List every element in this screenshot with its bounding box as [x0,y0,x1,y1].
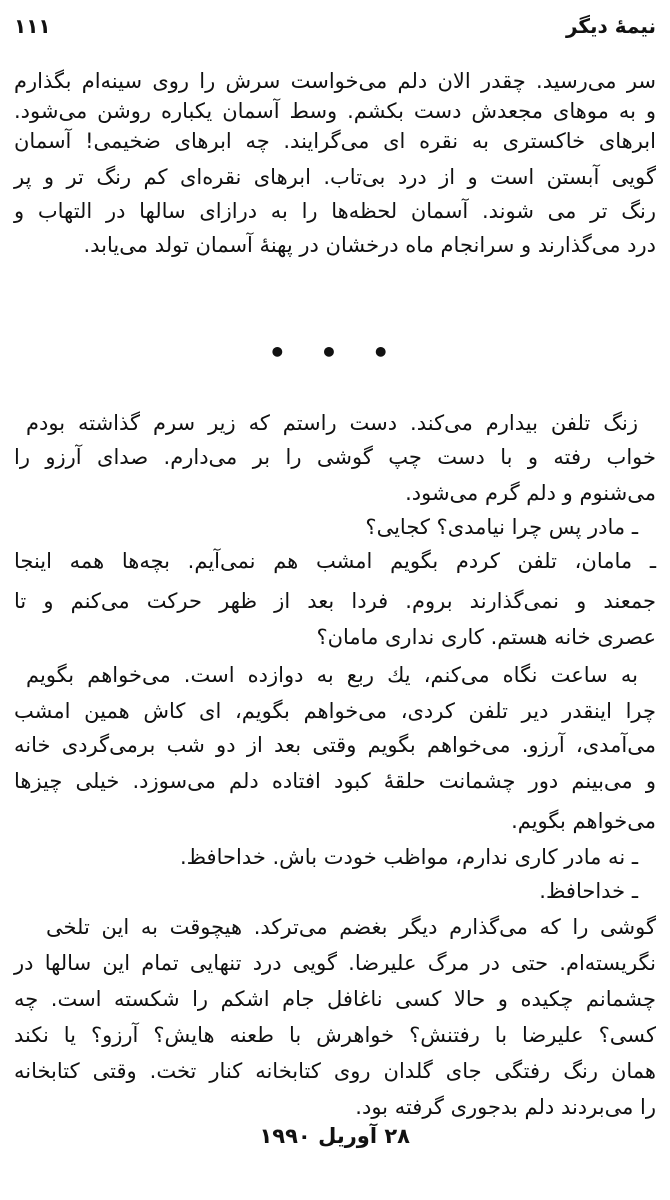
text-line: می‌خواهم بگویم. [511,809,656,833]
text-line: رنگ تر می شوند. آسمان لحظه‌ها را به درازای سالها در التهاب و [14,199,656,223]
text-line: درد می‌گذارند و سرانجام ماه درخشان در پهنهٔ آسمان تولد می‌یابد. [83,233,656,257]
text-line: زنگ تلفن بیدارم می‌کند. دست راستم که زیر سرم گذاشته بودم [26,411,638,435]
text-line: و به موهای مجعدش دست بکشم. وسط آسمان یکباره روشن می‌شود. [14,99,656,123]
text-line: همان رنگ رفتگی جای گلدان روی کتابخانه کنار تخت. وقتی کتابخانه [14,1059,656,1083]
text-line: و می‌بینم دور چشمانت حلقهٔ کبود افتاده دلم می‌سوزد. خیلی چیزها [14,769,656,793]
dialog-line: ـ نه مادر کاری ندارم، مواظب خودت باش. خداحافظ. [179,845,638,869]
text-line: خواب رفته و با دست چپ گوشی را بر می‌دارم. صدای آرزو را [14,445,656,469]
text-line: به ساعت نگاه می‌کنم، یك ربع به دوازده است. می‌خواهم بگویم [26,663,638,687]
text-line: جمعند و نمی‌گذارند بروم. فردا بعد از ظهر حرکت می‌کنم و تا [14,589,656,613]
text-line: کسی؟ علیرضا با رفتنش؟ خواهرش با طعنه هایش؟ آرزو؟ یا نکند [14,1023,656,1047]
dialog-line: ـ مادر پس چرا نیامدی؟ کجایی؟ [365,515,638,539]
text-line: چشمانم چکیده و حالا کسی ناغافل جام اشکم را شکسته است. چه [14,987,656,1011]
dialog-line: ـ خداحافظ. [539,879,638,903]
text-line: را می‌بردند دلم بدجوری گرفته بود. [355,1095,656,1119]
running-title: نیمهٔ دیگر [565,14,656,38]
text-line: گوشی را که می‌گذارم دیگر بغضم می‌ترکد. هیچوقت به این تلخی [46,915,656,939]
page-number: ۱۱۱ [14,14,51,38]
dialog-line: ـ مامان، تلفن کردم بگویم امشب هم نمی‌آیم. بچه‌ها همه اینجا [14,549,656,573]
dateline: ۲۸ آوریل ۱۹۹۰ [259,1124,410,1148]
text-line: سر می‌رسید. چقدر الان دلم می‌خواست سرش را روی سینه‌ام بگذارم [14,69,656,93]
section-separator: • • • [268,336,402,369]
text-line: گویی آبستن است و از درد بی‌تاب. ابرهای نقره‌ای کم رنگ تر و پر [14,165,656,189]
text-line: می‌آمدی، آرزو. می‌خواهم بگویم وقتی بعد از دو شب برمی‌گردی خانه [14,733,656,757]
text-line: نگریسته‌ام. حتی در مرگ علیرضا. گویی درد تنهایی تمام این سالها در [14,951,656,975]
text-line: ابرهای خاکستری به نقره ای می‌گرایند. چه ابرهای ضخیمی! آسمان [14,129,656,153]
page-header [14,14,656,50]
text-line: عصری خانه هستم. کاری نداری مامان؟ [316,625,656,649]
text-line: می‌شنوم و دلم گرم می‌شود. [405,481,656,505]
text-line: چرا اینقدر دیر تلفن کردی، می‌خواهم بگویم، ای کاش همین امشب [14,699,656,723]
